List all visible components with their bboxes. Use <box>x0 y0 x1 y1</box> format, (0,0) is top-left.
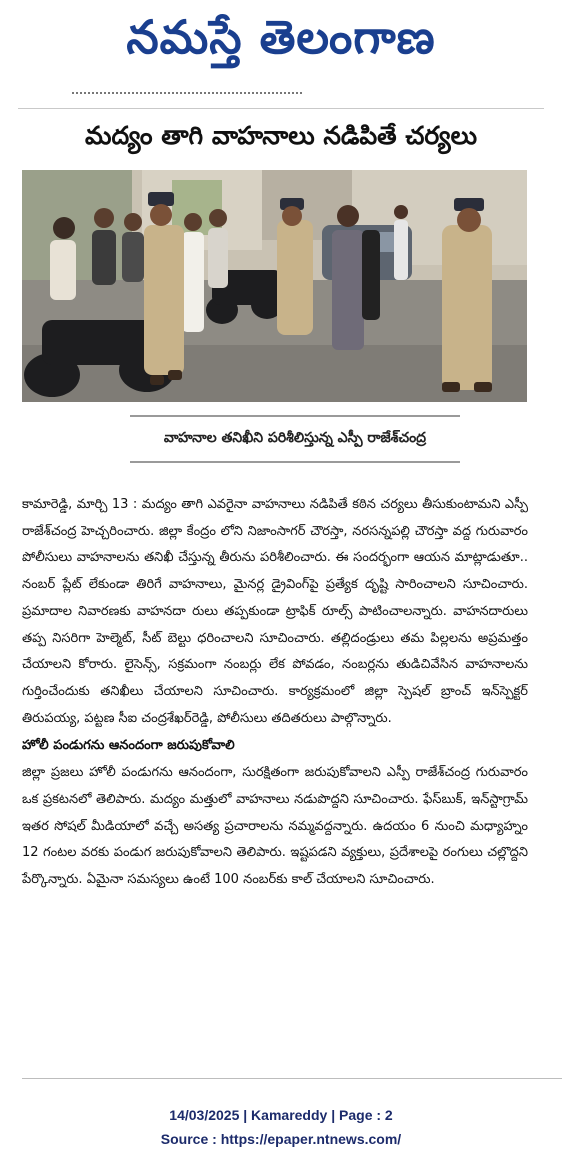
article-body <box>22 492 528 894</box>
masthead-title: నమస్తే తెలంగాణ <box>126 10 436 64</box>
article-subheading: హోలీ పండుగను ఆనందంగా జరుపుకోవాలి <box>22 738 235 754</box>
article-paragraph-1: కామారెడ్డి, మార్చి 13 : మద్యం తాగి ఎవరైనా వాహనాలు నడిపితే కఠిన చర్యలు తీసుకుంటామని ఎస్పీ రాజేశ్‌చంద్ర హెచ్చరించారు. జిల్లా కేంద్రం లోని నిజాంసాగర్ చౌరస్తా, నరసన్నపల్లి చౌరస్తా వద్ద గురువారం పోలీసులు వాహనాలను తనిఖీ చేస్తున్న తీరును పరిశీలించారు. ఈ సందర్భంగా ఆయన మాట్లాడుతూ.. నంబర్ ప్లేట్ లేకుండా తిరిగే వాహనాలు, మైనర్ల డ్రైవింగ్‌పై ప్రత్యేక దృష్టి సారించాలని సూచించారు. ప్రమాదాల నివారణకు వాహనదా రులు తప్పకుండా ట్రాఫిక్ రూల్స్ పాటించాలన్నారు. వాహనదారులు తప్ప నిసరిగా హెల్మెట్, సీట్ బెల్టు ధరించాలని సూచించారు. తల్లిదండ్రులు తమ పిల్లలను అప్రమత్తం చేయాలని కోరారు. లైసెన్స్, సక్రమంగా నంబర్లు లేక పోవడం, నంబర్లను తుడిచివేసిన వాహనాలను గుర్తించేందుకు తనిఖీలు చేయాలని సూచించారు. కార్యక్రమంలో జిల్లా స్పెషల్ బ్రాంచ్ ఇన్‌స్పెక్టర్ తిరుపయ్య, పట్టణ సీఐ చంద్రశేఖర్‌రెడ్డి, పోలీసులు తదితరులు పాల్గొన్నారు. <box>22 497 528 726</box>
article-paragraph-2: జిల్లా ప్రజలు హోలీ పండుగను ఆనందంగా, సురక్షితంగా జరుపుకోవాలని ఎస్పీ రాజేశ్‌చంద్ర గురువారం ఒక ప్రకటనలో తెలిపారు. మద్యం మత్తులో వాహనాలు నడుపొద్దని సూచించారు. ఫేస్‌బుక్, ఇన్‌స్టాగ్రామ్ ఇతర సోషల్ మీడియాలో వచ్చే అసత్య ప్రచారాలను నమ్మవద్దన్నారు. ఉదయం 6 నుంచి మధ్యాహ్నం 12 గంటల వరకు పండుగ జరుపుకోవాలని తెలిపారు. ఇష్టపడని వ్యక్తులు, ప్రదేశాలపై రంగులు చల్లొద్దని పేర్కొన్నారు. ఏమైనా సమస్యలు ఉంటే 100 నంబర్‌కు కాల్ చేయాలని సూచించారు. <box>22 765 528 888</box>
newspaper-masthead <box>0 6 562 80</box>
footer-source-line: Source : https://epaper.ntnews.com/ <box>160 1131 402 1147</box>
bottom-divider <box>22 1078 562 1079</box>
top-divider <box>18 108 544 109</box>
article-headline: మద్యం తాగి వాహనాలు నడిపితే చర్యలు <box>85 121 477 150</box>
photo-caption-box <box>130 415 460 463</box>
photo-caption: వాహనాల తనిఖీని పరిశీలిస్తున్న ఎస్పీ రాజేశ్‌చంద్ర <box>163 429 427 446</box>
footer-date-line: 14/03/2025 | Kamareddy | Page : 2 <box>169 1107 393 1123</box>
article-photo <box>22 170 527 402</box>
cropped-text-remnant <box>72 92 302 100</box>
